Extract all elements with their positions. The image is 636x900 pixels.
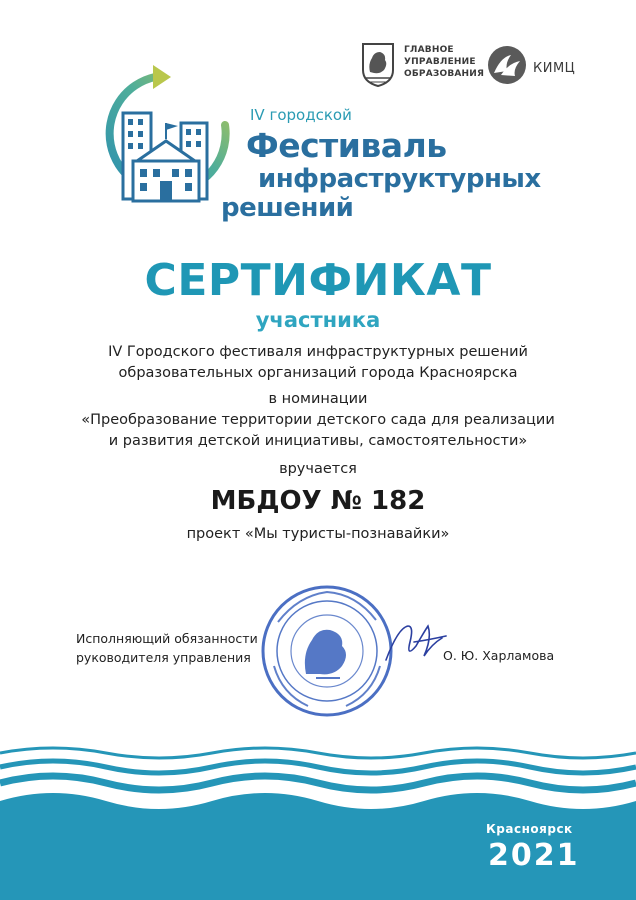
- department-line: УПРАВЛЕНИЕ: [404, 57, 476, 67]
- nomination-line: «Преобразование территории детского сада для реализации: [81, 412, 555, 428]
- body-line: IV Городского фестиваля инфраструктурных решений: [108, 344, 528, 360]
- kimc-logo-text: КИМЦ: [533, 61, 576, 76]
- decorative-waves: [0, 735, 636, 900]
- official-stamp: [258, 582, 396, 720]
- city-coat-of-arms-emblem: [360, 42, 396, 88]
- position-line: руководителя управления: [76, 650, 251, 665]
- department-line: ОБРАЗОВАНИЯ: [404, 69, 485, 79]
- festival-title-line2: инфраструктурных: [258, 164, 541, 194]
- project-title: проект «Мы туристы-познавайки»: [186, 526, 450, 542]
- festival-title-line1: Фестиваль: [246, 126, 447, 165]
- recipient-organization: МБДОУ № 182: [210, 486, 426, 516]
- certificate-subtitle: участника: [255, 308, 381, 332]
- kimc-logo-icon: [487, 45, 527, 85]
- festival-title-line3: решений: [221, 193, 354, 223]
- signatory-name: О. Ю. Харламова: [443, 648, 555, 663]
- footer-city: Красноярск: [486, 822, 573, 836]
- certificate-title: СЕРТИФИКАТ: [144, 255, 492, 306]
- signatory-position: [76, 629, 258, 667]
- festival-edition: IV городской: [250, 106, 352, 124]
- nomination-line: и развития детской инициативы, самостоятельности»: [108, 433, 528, 449]
- position-line: Исполняющий обязанности: [76, 631, 258, 646]
- department-line: ГЛАВНОЕ: [404, 45, 454, 55]
- body-line: в номинации: [268, 391, 368, 407]
- footer-year: 2021: [488, 838, 580, 873]
- handwritten-signature: [380, 608, 450, 678]
- education-department-name: [404, 44, 484, 80]
- awarded-to-label: вручается: [279, 461, 357, 477]
- body-line: образовательных организаций города Красноярска: [118, 365, 518, 381]
